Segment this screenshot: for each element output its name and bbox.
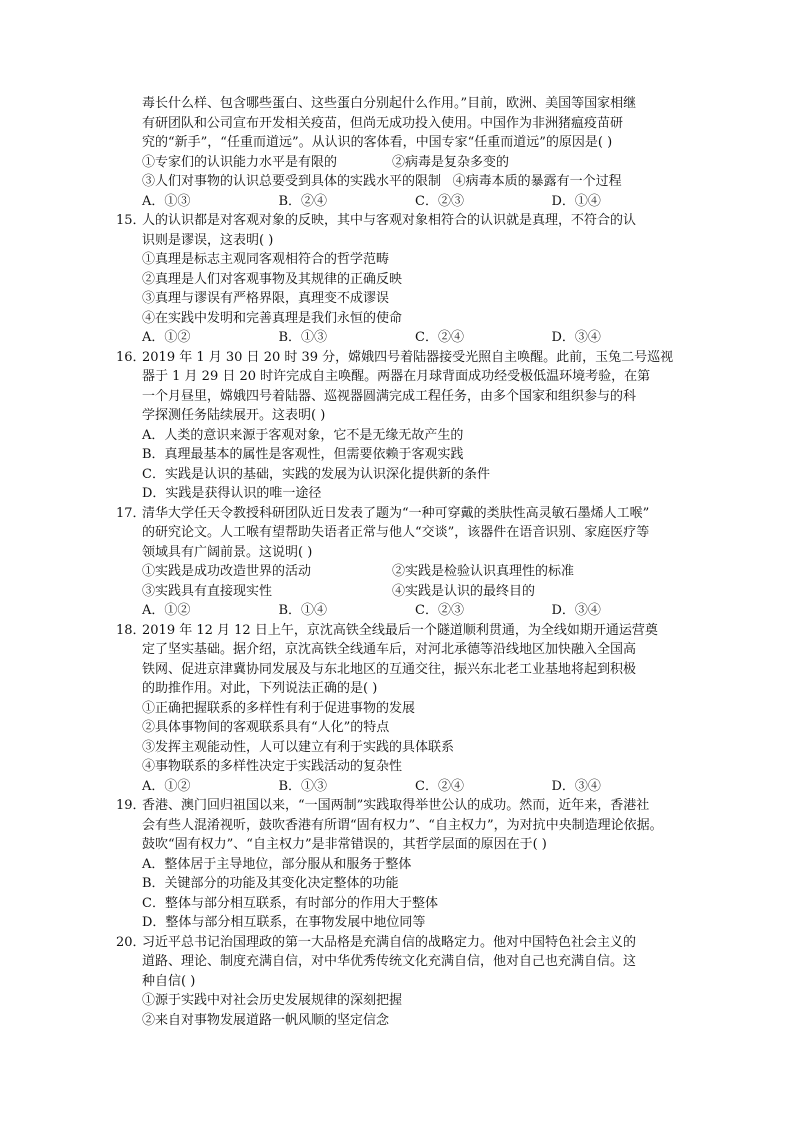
question-text-line: 识则是谬误，这表明( ) [142,232,274,248]
answer-choices [118,601,688,621]
question-text-line: 的助推作用。对此，下列说法正确的是( ) [142,681,378,696]
question-text-line: 领域具有广阔前景。这说明( ) [142,544,313,560]
question-text-line: 学探测任务陆续展开。这表明( ) [142,408,326,423]
question-text-line: 2019 年 1 月 30 日 20 时 39 分，嫦娥四号着陆器接受光照自主唤醒。此前，玉兔二号巡视 [142,349,674,365]
question-19 [118,796,688,933]
option-row [118,582,688,602]
option-2: ②实践是检验认识真理性的标准 [392,564,575,579]
question-text-line: 的研究论文。人工喉有望帮助失语者正常与他人“交谈”，该器件在语音识别、家庭医疗等 [142,525,650,540]
question-text-line: 2019 年 12 月 12 日上午，京沈高铁全线最后一个隧道顺利贯通，为全线如期开通运营奠 [142,622,658,638]
question-text-line: 器于 1 月 29 日 20 时许完成自主唤醒。两器在月球背面成功经受极低温环境考验，在第 [142,369,651,384]
answer-c: C．②④ [415,330,464,345]
answer-b: B．①③ [278,330,328,345]
answer-b: B．②④ [278,193,328,209]
answer-b: B．①③ [278,778,328,794]
question-20 [118,933,688,1031]
answer-choices [118,192,688,212]
answer-b: B．真理最基本的属性是客观性，但需要依赖于客观实践 [142,447,464,462]
question-number: 19． [116,798,146,813]
option-3: ③人们对事物的认识总要受到具体的实践水平的限制 [142,174,442,189]
option-4: ④在实践中发明和完善真理是我们永恒的使命 [142,310,403,326]
option-2: ②来自对事物发展道路一帆风顺的坚定信念 [142,1012,390,1028]
question-text-line: 香港、澳门回归祖国以来，“一国两制”实践取得举世公认的成功。然而，近年来，香港社 [142,798,650,813]
question-17 [118,504,688,621]
question-number: 15． [116,213,146,228]
question-text-line: 铁网、促进京津冀协同发展及与东北地区的互通交往，振兴东北老工业基地将起到积极 [142,661,637,677]
option-row [118,153,688,173]
question-text-line: 习近平总书记治国理政的第一大品格是充满自信的战略定力。他对中国特色社会主义的 [142,934,637,950]
answer-d: D．③④ [551,330,601,345]
option-1: ①源于实践中对社会历史发展规律的深刻把握 [142,993,403,1008]
question-15 [118,211,688,348]
question-text-line: 定了坚实基础。据介绍，京沈高铁全线通车后，对河北承德等沿线地区加快融入全国高 [142,642,637,657]
answer-a: A．①② [142,778,191,794]
question-16 [118,348,688,504]
option-2: ②具体事物间的客观联系具有“人化”的特点 [142,720,390,735]
question-18 [118,621,688,797]
option-3: ③真理与谬误有严格界限，真理变不成谬误 [142,291,390,306]
option-4: ④事物联系的多样性决定于实践活动的复杂性 [142,759,403,774]
answer-d: D．①④ [551,193,601,209]
question-text-line: 一个月昼里，嫦娥四号着陆器、巡视器圆满完成工程任务，由多个国家和组织参与的科 [142,388,637,404]
question-text-line: 会有些人混淆视听，鼓吹香港有所谓“固有权力”、“自主权力”，为对抗中央制造理论依据。 [142,817,663,833]
question-text-line: 有研团队和公司宣布开发相关疫苗，但尚无成功投入使用。中国作为非洲猪瘟疫苗研 [142,115,624,131]
question-text-line: 毒长什么样、包含哪些蛋白、这些蛋白分别起什么作用。”目前，欧洲、美国等国家相继 [142,96,637,111]
answer-choices [118,777,688,797]
question-text-line: 人的认识都是对客观对象的反映，其中与客观对象相符合的认识就是真理，不符合的认 [142,213,637,228]
option-3: ③实践具有直接现实性 [142,583,273,599]
option-2: ②真理是人们对客观事物及其规律的正确反映 [142,271,403,287]
exam-page [118,94,688,1030]
option-1: ①正确把握联系的多样性有利于促进事物的发展 [142,700,416,716]
answer-a: A．①② [142,330,191,345]
option-row [118,172,688,192]
answer-d: D．③④ [551,603,601,618]
answer-a: A．①② [142,603,191,618]
question-text-line: 种自信( ) [142,973,196,989]
answer-c: C．②④ [415,778,464,794]
answer-c: C．整体与部分相互联系，有时部分的作用大于整体 [142,895,438,911]
option-row [118,562,688,582]
option-4: ④实践是认识的最终目的 [392,583,536,599]
answer-c: C．②③ [415,603,464,618]
answer-c: C．实践是认识的基础，实践的发展为认识深化提供新的条件 [142,466,490,482]
question-text-line: 清华大学任天令教授科研团队近日发表了题为“一种可穿戴的类肤性高灵敏石墨烯人工喉” [142,505,650,521]
answer-b: B．关键部分的功能及其变化决定整体的功能 [142,876,399,891]
question-text-line: 鼓吹“固有权力”、“自主权力”是非常错误的，其哲学层面的原因在于( ) [142,837,547,852]
answer-c: C．②③ [415,193,464,209]
answer-choices [118,328,688,348]
question-text-line: 道路、理论、制度充满自信，对中华优秀传统文化充满自信，他对自己也充满自信。这 [142,954,637,969]
question-number: 16． [116,349,146,365]
answer-a: A．人类的意识来源于客观对象，它不是无缘无故产生的 [142,427,464,443]
question-number: 17． [116,505,146,521]
answer-a: A．整体居于主导地位，部分服从和服务于整体 [142,856,412,872]
question-number: 20． [116,934,146,950]
option-2: ②病毒是复杂多变的 [392,154,510,170]
answer-b: B．①④ [278,603,328,618]
question-14-continuation [118,94,688,211]
answer-a: A．①③ [142,193,191,209]
option-1: ①专家们的认识能力水平是有限的 [142,154,338,170]
answer-d: D．③④ [551,778,601,794]
option-4: ④病毒本质的暴露有一个过程 [452,174,622,189]
question-number: 18． [116,622,146,638]
option-3: ③发挥主观能动性，人可以建立有利于实践的具体联系 [142,739,455,755]
option-1: ①实践是成功改造世界的活动 [142,564,312,579]
question-text-line: 究的“新手”，“任重而道远”。从认识的客体看，中国专家“任重而道远”的原因是( ) [142,135,613,150]
answer-d: D．整体与部分相互联系，在事物发展中地位同等 [142,915,426,930]
answer-d: D．实践是获得认识的唯一途径 [142,486,322,501]
option-1: ①真理是标志主观同客观相符合的哲学范畴 [142,252,390,267]
